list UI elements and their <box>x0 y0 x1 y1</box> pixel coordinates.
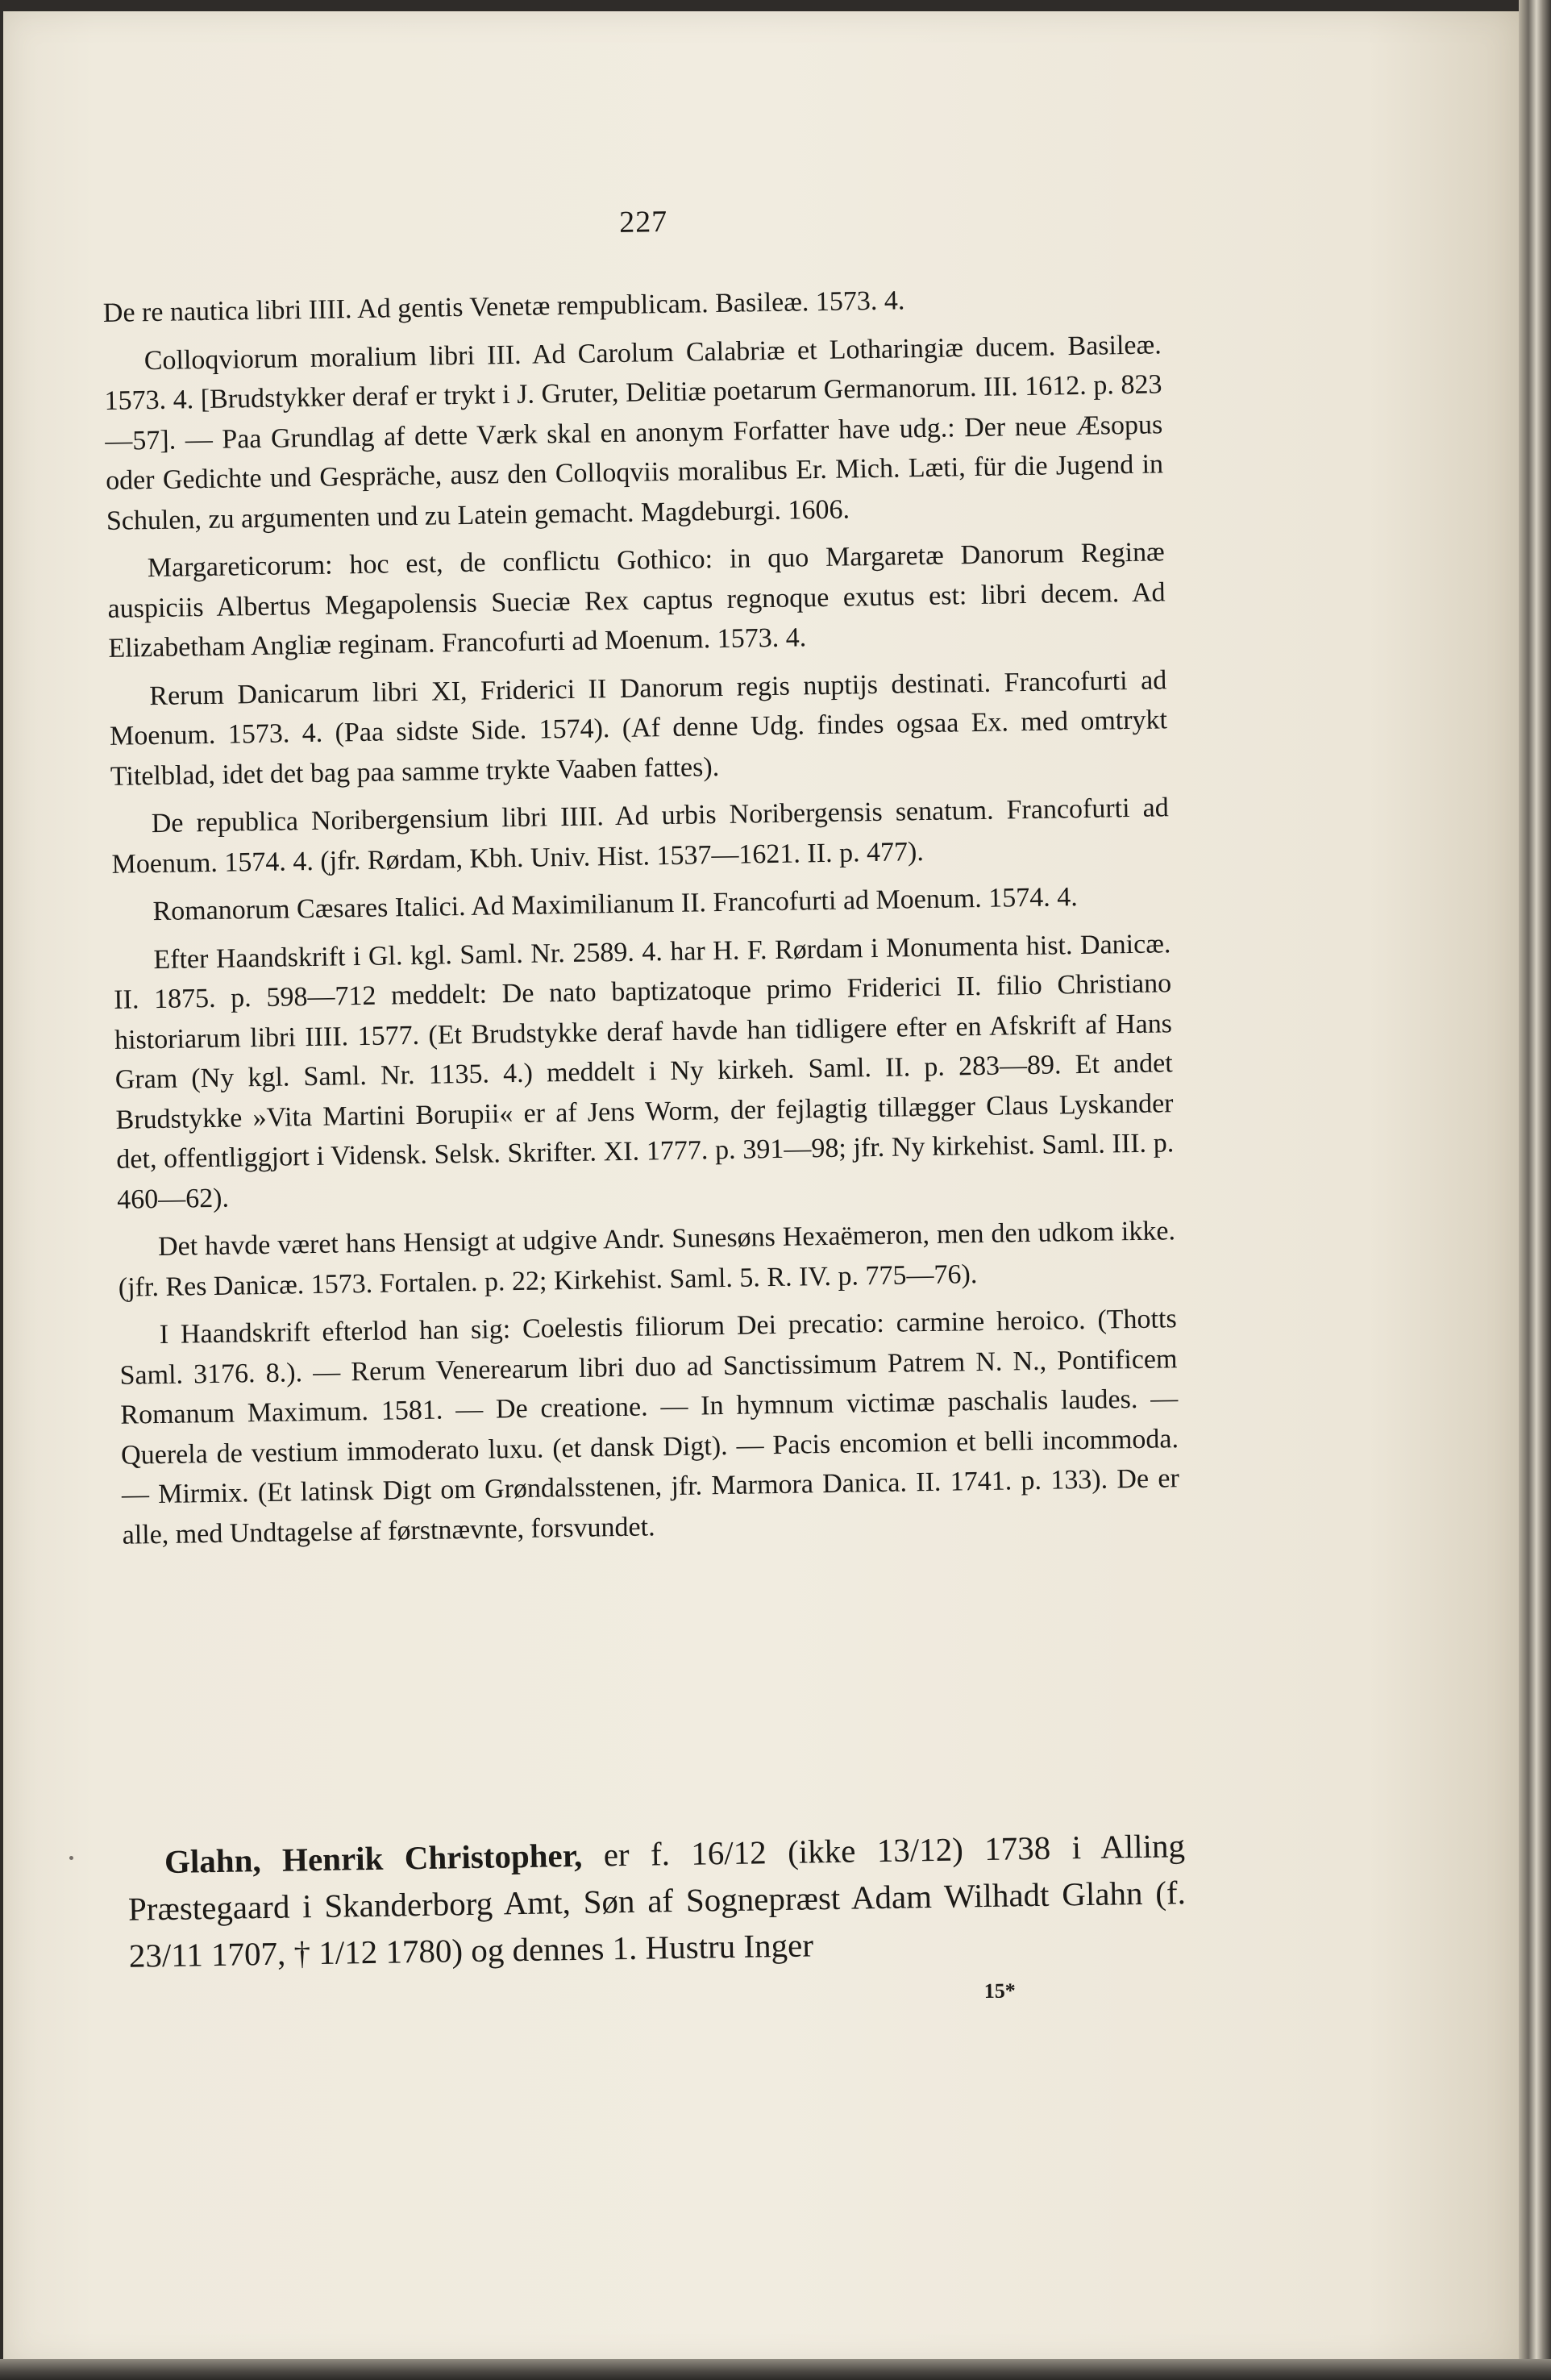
page-number: 227 <box>618 204 668 239</box>
page-edge-bottom <box>0 2359 1551 2380</box>
entry-romanorum: Romanorum Cæsares Italici. Ad Maximilianum II. Francofurti ad Moenum. 1574. 4. <box>152 882 1079 927</box>
bibliography-entries <box>102 277 1180 1562</box>
entry-de-re-nautica: De re nautica libri IIII. Ad gentis Venetæ rempublicam. Basileæ. 1573. 4. <box>102 285 905 328</box>
entry-margareticorum: Margareticorum: hoc est, de conflictu Gothico: in quo Margaretæ Danorum Reginæ auspiciis Albertus Megapolensis Sueciæ Rex captus regnoque exutus est: libri decem. Ad Elizabetham Angliæ reginam. Francofurti ad Moenum. 1573. 4. <box>107 537 1166 664</box>
entry-haandskrift-rordam: Efter Haandskrift i Gl. kgl. Saml. Nr. 2589. 4. har H. F. Rørdam i Monumenta hist. Danicæ. II. 1875. p. 598—712 meddelt: De nato baptizatoque primo Friderici II. filio Christiano historiarum libri IIII. 1577. (Et Brudstykke deraf havde han tidligere efter en Afskrift af Hans Gram (Ny kgl. Saml. Nr. 1135. 4.) meddelt i Ny kirkeh. Saml. II. p. 283—89. Et andet Brudstykke »Vita Martini Borupii« er af Jens Worm, der fejlagtig tillægger Claus Lyskander det, offentliggjort i Vidensk. Selsk. Skrifter. XI. 1777. p. 391—98; jfr. Ny kirkehist. Saml. III. p. 460—62). <box>113 928 1175 1215</box>
signature-mark: 15* <box>983 1978 1016 2003</box>
page-edge-right <box>1519 0 1551 2380</box>
biography-text: er f. 16/12 (ikke 13/12) 1738 i Alling Præstegaard i Skanderborg Amt, Søn af Sognepræst Adam Wilhadt Glahn (f. 23/11 1707, † 1/12 1780) og dennes 1. Hustru Inger <box>127 1827 1187 1974</box>
biography-name: Glahn, Henrik Christopher, <box>164 1836 583 1880</box>
entry-rerum-danicarum: Rerum Danicarum libri XI, Friderici II Danorum regis nuptijs destinati. Francofurti ad Moenum. 1573. 4. (Paa sidste Side. 1574). (Af denne Udg. findes ogsaa Ex. med omtrykt Titelblad, idet det bag paa samme trykte Vaaben fattes). <box>109 664 1168 792</box>
entry-hexaemeron: Det havde været hans Hensigt at udgive Andr. Sunesøns Hexaëmeron, men den udkom ikke. (jfr. Res Danicæ. 1573. Fortalen. p. 22; Kirkehist. Saml. 5. R. IV. p. 775—76). <box>118 1216 1176 1303</box>
entry-colloqviorum: Colloqviorum moralium libri III. Ad Carolum Calabriæ et Lotharingiæ ducem. Basileæ. 1573. 4. [Brudstykker deraf er trykt i J. Gruter, Delitiæ poetarum Germanorum. III. 1612. p. 823—57]. — Paa Grundlag af dette Værk skal en anonym Forfatter have udg.: Der neue Æsopus oder Gedichte und Gespräche, ausz den Colloqviis moralibus Er. Mich. Læti, für die Jugend in Schulen, zu argumenten und zu Latein gemacht. Magdeburgi. 1606. <box>104 329 1164 536</box>
entry-de-republica: De republica Noribergensium libri IIII. Ad urbis Noribergensis senatum. Francofurti ad Moenum. 1574. 4. (jfr. Rørdam, Kbh. Univ. Hist. 1537—1621. II. p. 477). <box>111 793 1169 880</box>
margin-mark <box>69 1856 73 1860</box>
entry-haandskrift-efterlod: I Haandskrift efterlod han sig: Coelestis filiorum Dei precatio: carmine heroico. (Thotts Saml. 3176. 8.). — Rerum Venerearum libri duo ad Sanctissimum Patrem N. N., Pontificem Romanum Maximum. 1581. — De creatione. — In hymnum victimæ paschalis laudes. — Querela de vestium immoderato luxu. (et dansk Digt). — Pacis encomion et belli incommoda. — Mirmix. (Et latinsk Digt om Grøndalsstenen, jfr. Marmora Danica. II. 1741. p. 133). De er alle, med Undtagelse af førstnævnte, forsvundet. <box>119 1304 1180 1550</box>
biography-entry-glahn <box>127 1822 1187 1979</box>
book-page <box>3 11 1519 2365</box>
